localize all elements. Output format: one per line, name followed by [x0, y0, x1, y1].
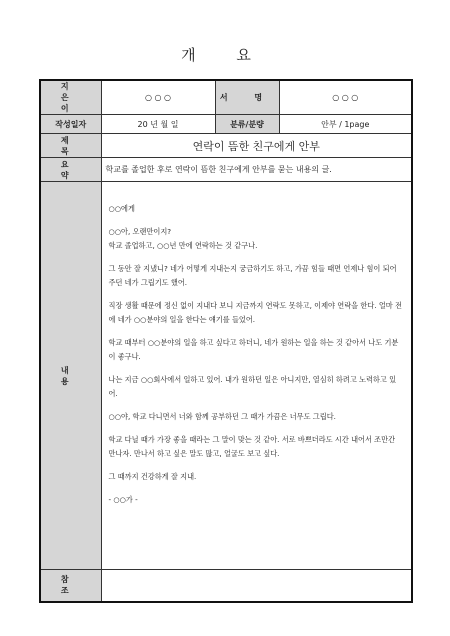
category-label: 분류/분량	[215, 115, 279, 134]
content-paragraph: ○○에게	[108, 204, 135, 213]
category-value[interactable]: 안부 / 1page	[279, 115, 412, 134]
author-value[interactable]: ○ ○ ○	[101, 80, 215, 115]
content-paragraph: 나는 지금 ○○회사에서 일하고 있어. 내가 원하던 일은 아니지만, 열심히 하려고 노력하고 있어.	[108, 375, 397, 398]
subject-value[interactable]: 연락이 뜸한 친구에게 안부	[101, 134, 412, 158]
reference-row	[40, 570, 412, 602]
content-paragraph: 직장 생활 때문에 정신 없이 지내다 보니 지금까지 연락도 못하고, 이제야 연락을 한다. 얼마 전에 네가 ○○분야의 일을 한다는 얘기를 들었어.	[108, 301, 402, 324]
document-title: 개 요	[181, 46, 269, 64]
signature-label: 서 명	[215, 80, 279, 115]
content-paragraph: ○○야, 학교 다니면서 너와 함께 공부하던 그 때가 가끔은 너무도 그립다.	[108, 412, 336, 421]
author-row	[40, 80, 412, 115]
subject-row	[40, 134, 412, 158]
content-body[interactable]	[101, 182, 412, 570]
summary-value[interactable]: 학교를 졸업한 후로 연락이 뜸한 친구에게 안부를 묻는 내용의 글.	[101, 158, 412, 182]
reference-value[interactable]	[101, 570, 412, 602]
subject-label: 제 목	[40, 134, 101, 158]
author-label: 지 은 이	[40, 80, 101, 115]
content-paragraph: 그 동안 잘 지냈니? 네가 어떻게 지내는지 궁금하기도 하고, 가끔 힘들 때면 언제나 힘이 되어 주던 네가 그립기도 했어.	[108, 264, 397, 287]
content-paragraph: 학교 다닐 때가 가장 좋을 때라는 그 말이 맞는 것 같아. 서로 바쁘더라도 시간 내어서 조만간 만나자. 만나서 하고 싶은 말도 많고, 얼굴도 보고 싶다.	[108, 435, 396, 458]
summary-label: 요 약	[40, 158, 101, 182]
content-paragraph: 그 때까지 건강하게 잘 지내.	[108, 472, 197, 481]
date-value[interactable]: 20 년 월 일	[101, 115, 215, 134]
content-label: 내 용	[40, 182, 101, 570]
reference-label: 참 조	[40, 570, 101, 602]
content-paragraph: 학교 때부터 ○○분야의 일을 하고 싶다고 하더니, 네가 원하는 일을 하는 것 같아서 나도 기분이 좋구나.	[108, 338, 399, 361]
date-row	[40, 115, 412, 134]
content-paragraph: ○○아, 오랜만이지? 학교 졸업하고, ○○년 만에 연락하는 것 같구나.	[108, 227, 258, 250]
content-row	[40, 182, 412, 570]
summary-form-table	[39, 79, 413, 603]
signature-value[interactable]: ○ ○ ○	[279, 80, 412, 115]
date-label: 작성일자	[40, 115, 101, 134]
content-paragraph: - ○○가 -	[108, 495, 138, 504]
summary-row	[40, 158, 412, 182]
